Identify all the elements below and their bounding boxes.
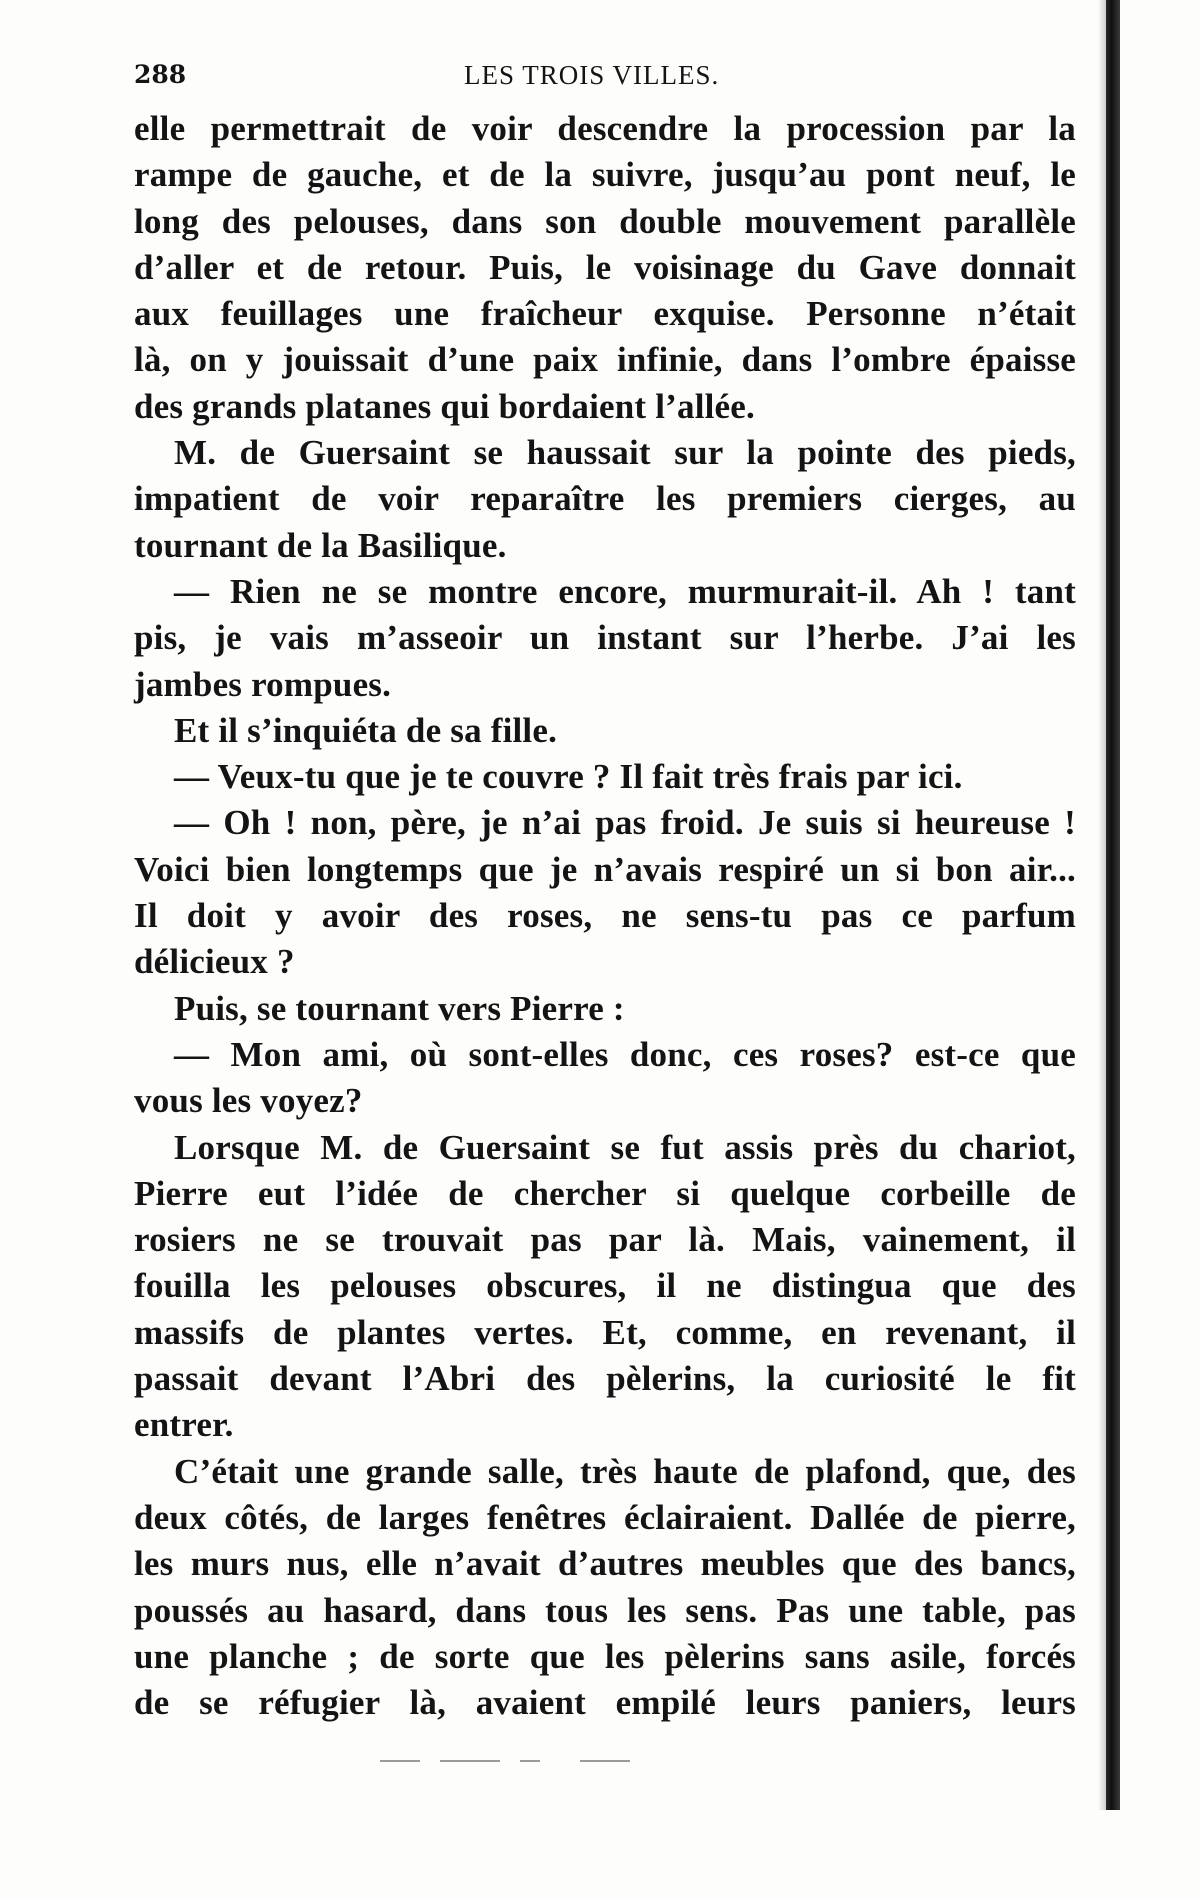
text-line: entrer. xyxy=(134,1405,234,1445)
text-line: d’aller et de retour. Puis, le voisinage du Gave donnait xyxy=(134,247,1076,287)
text-line: les murs nus, elle n’avait d’autres meubles que des bancs, xyxy=(134,1544,1076,1584)
binding-shadow xyxy=(1098,0,1106,1810)
text-line: fouilla les pelouses obscures, il ne distingua que des xyxy=(134,1266,1076,1306)
text-line: là, on y jouissait d’une paix infinie, dans l’ombre épaisse xyxy=(134,340,1076,380)
text-line: elle permettrait de voir descendre la procession par la xyxy=(134,109,1076,148)
text-line: Il doit y avoir des roses, ne sens-tu pas ce parfum xyxy=(134,896,1076,936)
text-line: rosiers ne se trouvait pas par là. Mais, vainement, il xyxy=(134,1220,1076,1260)
text-line: passait devant l’Abri des pèlerins, la curiosité le fit xyxy=(134,1359,1076,1399)
text-line: Et il s’inquiéta de sa fille. xyxy=(174,710,558,750)
text-line: long des pelouses, dans son double mouvement parallèle xyxy=(134,201,1076,241)
page-number: 288 xyxy=(134,60,187,89)
text-line: des grands platanes qui bordaient l’allée. xyxy=(134,386,755,426)
text-line: aux feuillages une fraîcheur exquise. Personne n’était xyxy=(134,294,1076,334)
text-line: délicieux ? xyxy=(134,942,295,982)
text-line: — Rien ne se montre encore, murmurait-il. Ah ! tant xyxy=(174,571,1076,611)
text-line: poussés au hasard, dans tous les sens. Pas une table, pas xyxy=(134,1590,1076,1630)
text-line: pis, je vais m’asseoir un instant sur l’herbe. J’ai les xyxy=(134,618,1076,658)
footer-smudge xyxy=(380,1760,420,1762)
text-line: impatient de voir reparaître les premiers cierges, au xyxy=(134,479,1076,519)
text-line: Pierre eut l’idée de chercher si quelque corbeille de xyxy=(134,1173,1076,1213)
text-line: C’était une grande salle, très haute de plafond, que, des xyxy=(174,1451,1076,1491)
body-text xyxy=(134,106,1076,1726)
text-line: Puis, se tournant vers Pierre : xyxy=(174,988,625,1028)
text-line: Lorsque M. de Guersaint se fut assis près du chariot, xyxy=(174,1127,1076,1167)
text-line: de se réfugier là, avaient empilé leurs paniers, leurs xyxy=(134,1683,1076,1723)
text-line: vous les voyez? xyxy=(134,1081,363,1121)
text-line: — Veux-tu que je te couvre ? Il fait très frais par ici. xyxy=(174,757,963,797)
text-line: rampe de gauche, et de la suivre, jusqu’au pont neuf, le xyxy=(134,155,1076,195)
running-title: LES TROIS VILLES. xyxy=(464,60,720,90)
text-line: une planche ; de sorte que les pèlerins sans asile, forcés xyxy=(134,1636,1076,1676)
text-line: tournant de la Basilique. xyxy=(134,525,507,565)
text-line: M. de Guersaint se haussait sur la pointe des pieds, xyxy=(174,433,1076,473)
footer-smudge xyxy=(440,1760,500,1762)
page-edge-bar xyxy=(1106,0,1120,1810)
text-line: — Mon ami, où sont-elles donc, ces roses? est-ce que xyxy=(174,1034,1076,1074)
text-line: jambes rompues. xyxy=(134,664,392,704)
text-line: deux côtés, de larges fenêtres éclairaient. Dallée de pierre, xyxy=(134,1497,1076,1537)
text-line: Voici bien longtemps que je n’avais respiré un si bon air... xyxy=(134,849,1076,889)
page-header xyxy=(134,60,1064,98)
footer-smudge xyxy=(520,1760,540,1762)
footer-smudge xyxy=(580,1760,630,1762)
text-line: — Oh ! non, père, je n’ai pas froid. Je suis si heureuse ! xyxy=(174,803,1076,843)
text-line: massifs de plantes vertes. Et, comme, en revenant, il xyxy=(134,1312,1076,1352)
